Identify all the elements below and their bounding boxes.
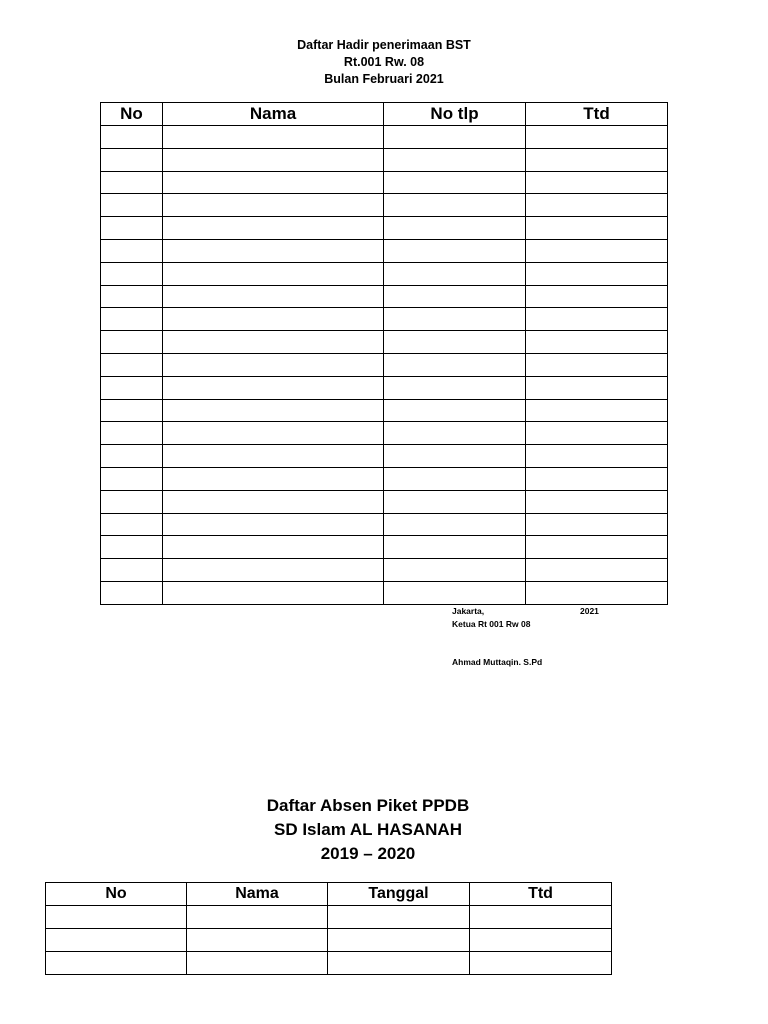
table-cell bbox=[384, 422, 526, 445]
table-row bbox=[101, 239, 668, 262]
attendance-table-header bbox=[101, 103, 668, 126]
table-cell bbox=[101, 445, 163, 468]
table-cell bbox=[526, 239, 668, 262]
table-cell bbox=[187, 906, 328, 929]
table-row bbox=[101, 376, 668, 399]
table-cell bbox=[163, 559, 384, 582]
table-cell bbox=[187, 952, 328, 975]
table-cell bbox=[526, 194, 668, 217]
table-row bbox=[101, 331, 668, 354]
table-cell bbox=[470, 929, 612, 952]
table-cell bbox=[384, 353, 526, 376]
table-row bbox=[101, 285, 668, 308]
table-cell bbox=[163, 399, 384, 422]
header-no: No bbox=[46, 883, 187, 906]
table-cell bbox=[163, 353, 384, 376]
table-cell bbox=[526, 581, 668, 604]
table-cell bbox=[526, 445, 668, 468]
table-cell bbox=[101, 126, 163, 149]
attendance-subtitle-month: Bulan Februari 2021 bbox=[324, 72, 444, 86]
table-cell bbox=[526, 467, 668, 490]
table-cell bbox=[101, 422, 163, 445]
table-cell bbox=[384, 308, 526, 331]
table-cell bbox=[101, 285, 163, 308]
piket-table bbox=[45, 882, 612, 975]
table-cell bbox=[163, 331, 384, 354]
table-cell bbox=[163, 490, 384, 513]
table-cell bbox=[163, 126, 384, 149]
table-cell bbox=[526, 217, 668, 240]
table-cell bbox=[384, 148, 526, 171]
piket-table-header bbox=[46, 883, 612, 906]
table-cell bbox=[526, 285, 668, 308]
table-cell bbox=[101, 467, 163, 490]
table-cell bbox=[526, 490, 668, 513]
table-cell bbox=[384, 262, 526, 285]
attendance-title-line: Daftar Hadir penerimaan BST bbox=[297, 38, 471, 52]
table-cell bbox=[526, 148, 668, 171]
table-row bbox=[46, 952, 612, 975]
table-cell bbox=[163, 262, 384, 285]
table-cell bbox=[101, 376, 163, 399]
table-row bbox=[101, 445, 668, 468]
table-cell bbox=[101, 399, 163, 422]
table-cell bbox=[101, 148, 163, 171]
table-cell bbox=[526, 171, 668, 194]
table-cell bbox=[526, 353, 668, 376]
table-cell bbox=[101, 559, 163, 582]
table-cell bbox=[526, 126, 668, 149]
table-row bbox=[101, 581, 668, 604]
table-cell bbox=[163, 148, 384, 171]
table-cell bbox=[384, 217, 526, 240]
header-tanggal: Tanggal bbox=[328, 883, 470, 906]
signature-year: 2021 bbox=[580, 606, 599, 616]
table-cell bbox=[384, 376, 526, 399]
table-cell bbox=[101, 353, 163, 376]
table-row bbox=[101, 513, 668, 536]
table-cell bbox=[384, 445, 526, 468]
table-row bbox=[101, 194, 668, 217]
table-cell bbox=[384, 559, 526, 582]
table-cell bbox=[101, 513, 163, 536]
table-cell bbox=[163, 376, 384, 399]
table-cell bbox=[163, 308, 384, 331]
table-cell bbox=[384, 490, 526, 513]
table-row bbox=[101, 467, 668, 490]
table-cell bbox=[384, 581, 526, 604]
table-cell bbox=[470, 952, 612, 975]
header-nama: Nama bbox=[163, 103, 384, 126]
table-cell bbox=[187, 929, 328, 952]
table-cell bbox=[526, 399, 668, 422]
table-row bbox=[101, 262, 668, 285]
table-row bbox=[101, 399, 668, 422]
table-cell bbox=[526, 308, 668, 331]
signature-name: Ahmad Muttaqin. S.Pd bbox=[452, 657, 543, 667]
table-row bbox=[101, 536, 668, 559]
table-row bbox=[101, 217, 668, 240]
table-cell bbox=[328, 906, 470, 929]
piket-school-name: SD Islam AL HASANAH bbox=[274, 820, 462, 839]
table-cell bbox=[46, 929, 187, 952]
table-row bbox=[46, 906, 612, 929]
table-cell bbox=[384, 467, 526, 490]
table-cell bbox=[163, 285, 384, 308]
table-cell bbox=[101, 239, 163, 262]
table-cell bbox=[384, 536, 526, 559]
table-cell bbox=[384, 331, 526, 354]
table-cell bbox=[384, 285, 526, 308]
piket-school-year: 2019 – 2020 bbox=[320, 844, 416, 863]
table-cell bbox=[526, 331, 668, 354]
table-cell bbox=[470, 906, 612, 929]
table-cell bbox=[101, 581, 163, 604]
table-cell bbox=[163, 536, 384, 559]
table-row bbox=[101, 422, 668, 445]
table-cell bbox=[163, 445, 384, 468]
table-cell bbox=[384, 194, 526, 217]
table-cell bbox=[384, 513, 526, 536]
table-row bbox=[46, 929, 612, 952]
table-cell bbox=[101, 262, 163, 285]
table-cell bbox=[101, 217, 163, 240]
table-cell bbox=[526, 262, 668, 285]
table-cell bbox=[328, 929, 470, 952]
table-cell bbox=[384, 399, 526, 422]
header-ttd: Ttd bbox=[526, 103, 668, 126]
table-cell bbox=[163, 194, 384, 217]
table-row bbox=[101, 126, 668, 149]
table-cell bbox=[163, 217, 384, 240]
table-cell bbox=[526, 376, 668, 399]
table-cell bbox=[526, 513, 668, 536]
table-cell bbox=[101, 171, 163, 194]
header-no: No bbox=[101, 103, 163, 126]
piket-title bbox=[0, 794, 736, 866]
table-cell bbox=[526, 422, 668, 445]
table-row bbox=[101, 308, 668, 331]
table-cell bbox=[101, 536, 163, 559]
attendance-table-body bbox=[101, 126, 668, 605]
table-cell bbox=[163, 513, 384, 536]
table-cell bbox=[101, 308, 163, 331]
table-cell bbox=[384, 171, 526, 194]
signature-place: Jakarta, bbox=[452, 606, 485, 616]
table-cell bbox=[101, 490, 163, 513]
attendance-title bbox=[0, 37, 768, 88]
signature-role: Ketua Rt 001 Rw 08 bbox=[452, 619, 531, 629]
table-cell bbox=[526, 559, 668, 582]
table-cell bbox=[163, 171, 384, 194]
table-cell bbox=[101, 194, 163, 217]
table-cell bbox=[163, 422, 384, 445]
header-no-tlp: No tlp bbox=[384, 103, 526, 126]
table-row bbox=[101, 171, 668, 194]
table-cell bbox=[384, 239, 526, 262]
table-cell bbox=[101, 331, 163, 354]
table-cell bbox=[328, 952, 470, 975]
table-cell bbox=[46, 906, 187, 929]
table-cell bbox=[384, 126, 526, 149]
header-ttd: Ttd bbox=[470, 883, 612, 906]
table-cell bbox=[163, 467, 384, 490]
table-cell bbox=[163, 581, 384, 604]
table-row bbox=[101, 490, 668, 513]
header-nama: Nama bbox=[187, 883, 328, 906]
table-cell bbox=[163, 239, 384, 262]
table-row bbox=[101, 148, 668, 171]
table-row bbox=[101, 353, 668, 376]
table-row bbox=[101, 559, 668, 582]
piket-table-body bbox=[46, 906, 612, 975]
table-cell bbox=[526, 536, 668, 559]
attendance-table bbox=[100, 102, 668, 605]
piket-title-line: Daftar Absen Piket PPDB bbox=[266, 796, 470, 815]
attendance-subtitle-rt-rw: Rt.001 Rw. 08 bbox=[343, 55, 425, 69]
table-cell bbox=[46, 952, 187, 975]
